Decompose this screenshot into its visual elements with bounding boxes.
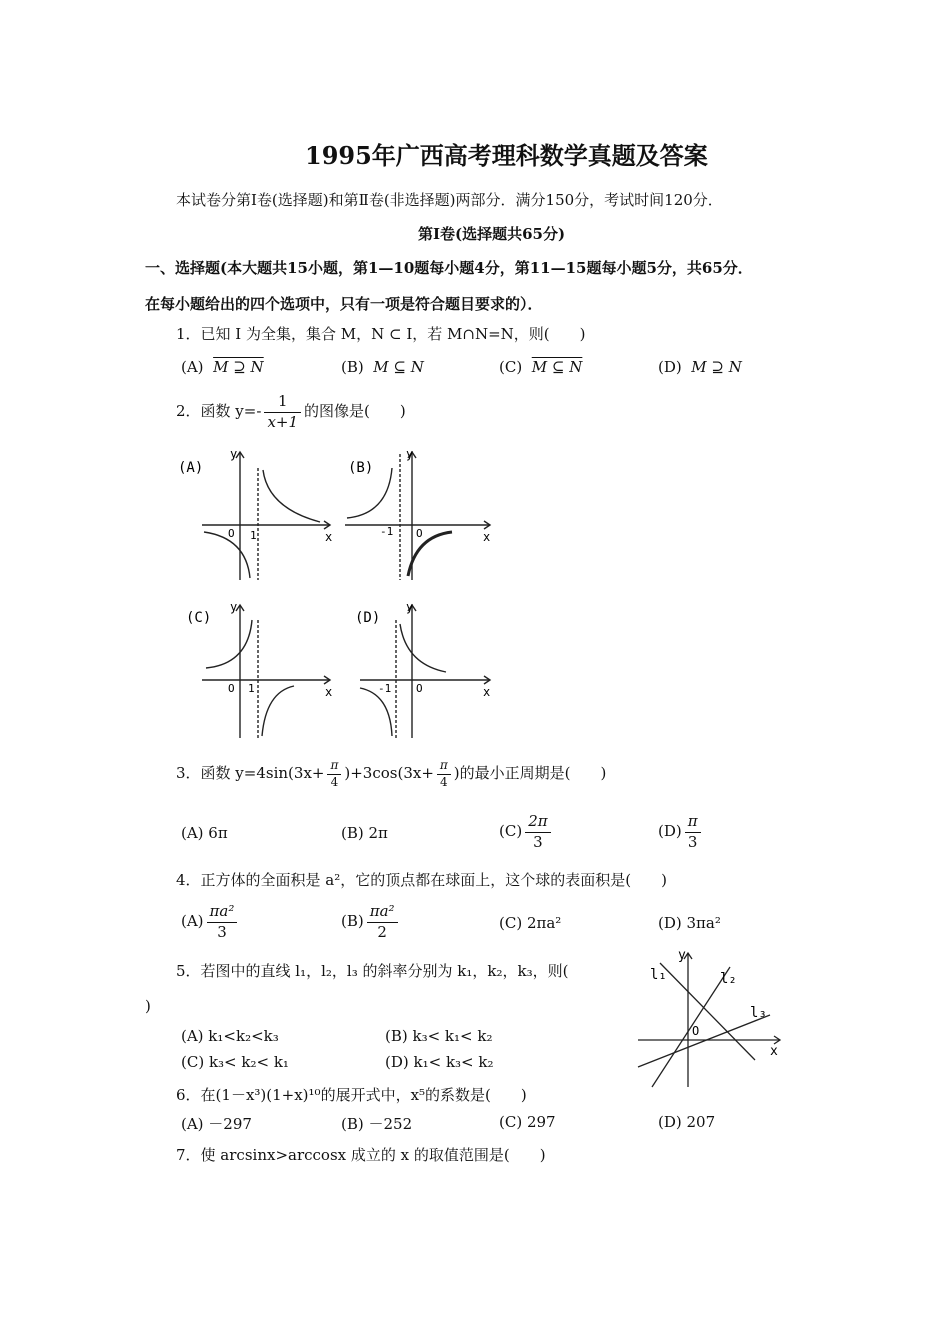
q5-option-c: (C) k₃< k₂< k₁	[181, 1053, 289, 1071]
q6-stem: 6．在(1－x³)(1+x)¹⁰的展开式中，x⁵的系数是( )	[176, 1086, 527, 1104]
q5-option-d: (D) k₁< k₃< k₂	[385, 1053, 494, 1071]
q2-label-a: (A)	[178, 460, 204, 476]
q2-d-x: x	[483, 685, 491, 699]
q2-b-o: O	[416, 527, 423, 540]
q3-stem: 3．函数 y=4sin(3x+ $\frac{\pi}{4}$ )+3cos(3x+ $\frac{\pi}{4}$ )的最小正周期是( )	[176, 758, 607, 789]
q5-fig-l1: l₁	[650, 967, 667, 983]
q3-option-c: (C) $\frac{2\pi}{3}$	[499, 812, 554, 852]
q2-graph-a	[202, 452, 333, 580]
q6-option-b: (B) －252	[341, 1115, 413, 1133]
q4-option-a: (A) $\frac{\text{πa²}}{3}$	[181, 902, 240, 942]
q1-option-c: (C) M ⊆ N	[499, 358, 583, 376]
page-title: 1995年广西高考理科数学真题及答案	[305, 141, 708, 170]
q2-graph-c	[202, 605, 333, 738]
q2-d-tick: -1	[378, 682, 392, 695]
q5-figure	[630, 945, 790, 1090]
q2-b-x: x	[483, 530, 491, 544]
q1-option-a: (A) M ⊇ N	[181, 358, 264, 376]
part1-heading: 第Ⅰ卷(选择题共65分)	[418, 225, 566, 243]
q1-stem: 1．已知 I 为全集，集合 M，N ⊂ I，若 M∩N=N，则( )	[176, 325, 586, 343]
q1-option-b: (B) M ⊆ N	[341, 358, 424, 376]
q3-option-b: (B) 2π	[341, 824, 388, 842]
q2-b-tick: -1	[380, 525, 394, 538]
q2-label-c: (C)	[186, 610, 212, 626]
q4-stem: 4．正方体的全面积是 a²，它的顶点都在球面上，这个球的表面积是( )	[176, 871, 667, 889]
q2-a-tick: 1	[250, 529, 257, 542]
section1-heading-line1: 一、选择题(本大题共15小题，第1—10题每小题4分，第11—15题每小题5分，共65分．	[145, 259, 753, 277]
q2-c-o: O	[228, 682, 235, 695]
q2-label-b: (B)	[348, 460, 374, 476]
q5-fig-o: O	[692, 1024, 700, 1038]
q4-option-b: (B) $\frac{\text{πa²}}{2}$	[341, 902, 401, 942]
q5-stem-tail: )	[145, 997, 151, 1015]
q1-option-d: (D) M ⊇ N	[658, 358, 742, 376]
q2-c-x: x	[325, 685, 333, 699]
q2-c-tick: 1	[248, 682, 255, 695]
q5-option-a: (A) k₁<k₂<k₃	[181, 1027, 279, 1045]
q2-stem: 2．函数 y=- $\frac{1}{x+1}$ 的图像是( )	[176, 392, 406, 431]
q2-d-y: y	[406, 600, 414, 614]
q2-graphs	[170, 440, 500, 750]
q4-option-d: (D) 3πa²	[658, 914, 721, 932]
q6-option-d: (D) 207	[658, 1113, 716, 1131]
q5-fig-x: x	[770, 1044, 778, 1059]
q4-option-c: (C) 2πa²	[499, 914, 562, 932]
q6-option-c: (C) 297	[499, 1113, 556, 1131]
q2-a-y: y	[230, 447, 238, 461]
q2-a-x: x	[325, 530, 333, 544]
q7-stem: 7．使 arcsinx>arccosx 成立的 x 的取值范围是( )	[176, 1146, 546, 1164]
q3-option-d: (D) $\frac{\pi}{3}$	[658, 812, 704, 852]
exam-intro: 本试卷分第Ⅰ卷(选择题)和第Ⅱ卷(非选择题)两部分．满分150分，考试时间120分．	[176, 191, 723, 209]
q5-option-b: (B) k₃< k₁< k₂	[385, 1027, 493, 1045]
q6-option-a: (A) －297	[181, 1115, 252, 1133]
q3-option-a: (A) 6π	[181, 824, 228, 842]
q2-d-o: O	[416, 682, 423, 695]
section1-heading-line2: 在每小题给出的四个选项中，只有一项是符合题目要求的）．	[145, 295, 543, 313]
q2-c-y: y	[230, 600, 238, 614]
q5-fig-y: y	[678, 948, 686, 963]
q2-label-d: (D)	[355, 610, 381, 626]
q2-a-o: O	[228, 527, 235, 540]
q5-fig-l3: l₃	[750, 1005, 767, 1021]
q5-stem: 5．若图中的直线 l₁，l₂，l₃ 的斜率分别为 k₁，k₂，k₃，则(	[176, 962, 569, 980]
q2-b-y: y	[406, 447, 414, 461]
q5-fig-l2: l₂	[720, 971, 737, 987]
